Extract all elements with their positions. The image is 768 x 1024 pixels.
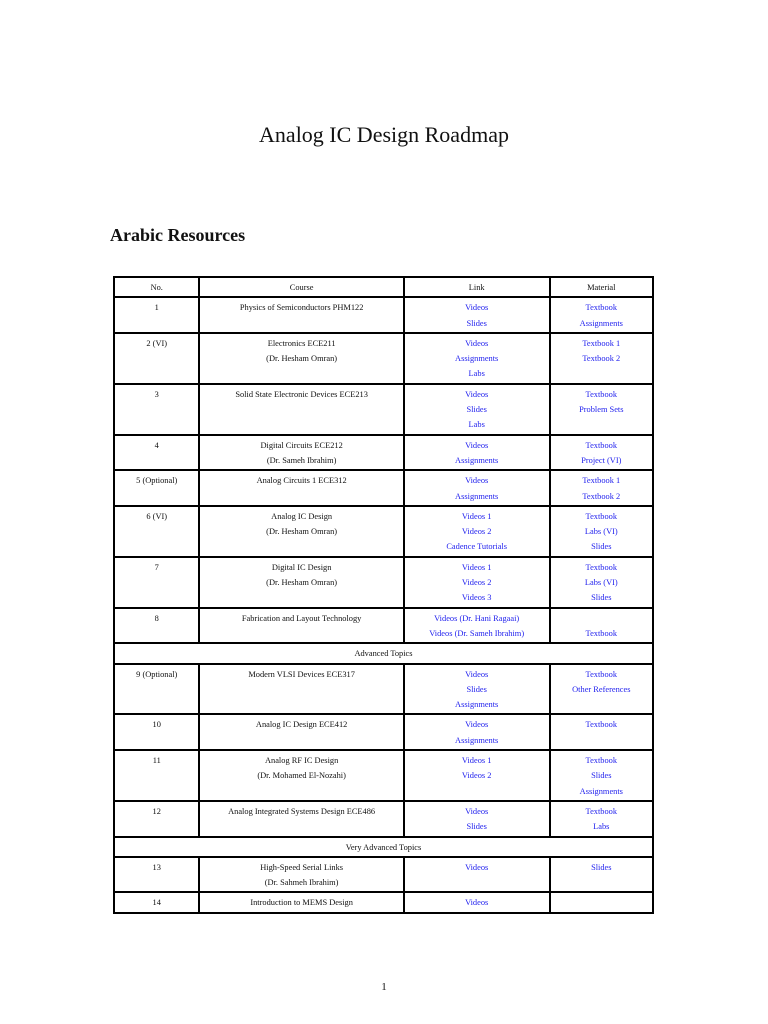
course-cell — [198, 556, 402, 607]
resource-link[interactable]: Videos 2 — [461, 578, 492, 588]
course-name: Analog IC Design — [271, 511, 333, 521]
material-link[interactable]: Textbook 1 — [582, 338, 621, 348]
course-cell — [198, 469, 402, 505]
resource-link[interactable]: Videos (Dr. Hani Ragaai) — [434, 613, 520, 623]
material-link[interactable]: Textbook — [585, 720, 618, 730]
material-link[interactable]: Problem Sets — [579, 405, 624, 415]
course-name: Fabrication and Layout Technology — [241, 613, 362, 623]
material-link[interactable]: Textbook — [585, 389, 618, 399]
header-course: Course — [198, 278, 402, 298]
row-number: 6 (VI) — [115, 505, 198, 556]
resource-link[interactable]: Videos — [465, 440, 489, 450]
row-number: 5 (Optional) — [115, 469, 198, 505]
course-cell — [198, 298, 402, 332]
resource-link[interactable]: Videos 1 — [461, 511, 492, 521]
resource-link[interactable]: Labs — [468, 420, 485, 430]
row-number: 13 — [115, 856, 198, 892]
course-cell — [198, 749, 402, 800]
resource-link[interactable]: Assignments — [455, 354, 499, 364]
link-cell — [403, 298, 549, 332]
material-link[interactable]: Textbook — [585, 669, 618, 679]
material-link[interactable]: Textbook — [585, 562, 618, 572]
resource-link[interactable]: Slides — [466, 684, 487, 694]
material-link[interactable]: Textbook — [585, 303, 618, 313]
material-cell — [549, 891, 652, 911]
link-cell — [403, 383, 549, 434]
link-cell — [403, 332, 549, 383]
course-name: Electronics ECE211 — [267, 338, 336, 348]
table-row — [115, 383, 652, 434]
resource-link[interactable]: Videos — [465, 303, 489, 313]
resource-link[interactable]: Slides — [466, 318, 487, 328]
row-number: 4 — [115, 434, 198, 470]
header-no: No. — [115, 278, 198, 298]
resource-link[interactable]: Videos — [465, 720, 489, 730]
link-cell — [403, 856, 549, 892]
material-cell — [549, 800, 652, 836]
resource-link[interactable]: Slides — [466, 405, 487, 415]
link-cell — [403, 800, 549, 836]
section-label: Advanced Topics — [115, 642, 652, 662]
course-instructor: (Dr. Mohamed El-Nozahi) — [257, 771, 346, 781]
course-name: Modern VLSI Devices ECE317 — [248, 669, 355, 679]
link-cell — [403, 434, 549, 470]
table-row — [115, 332, 652, 383]
material-cell — [549, 332, 652, 383]
table-row — [115, 663, 652, 714]
course-name: Digital IC Design — [271, 562, 332, 572]
table-row — [115, 800, 652, 836]
link-cell — [403, 505, 549, 556]
material-cell — [549, 749, 652, 800]
material-link[interactable]: Textbook 2 — [582, 491, 621, 501]
course-name: Analog Circuits 1 ECE312 — [256, 476, 347, 486]
row-number: 11 — [115, 749, 198, 800]
resource-link[interactable]: Videos 2 — [461, 527, 492, 537]
table-row — [115, 856, 652, 892]
section-row — [115, 836, 652, 856]
course-instructor: (Dr. Hesham Omran) — [266, 354, 338, 364]
section-heading: Arabic Resources — [110, 225, 246, 245]
header-material: Material — [549, 278, 652, 298]
material-cell — [549, 856, 652, 892]
course-cell — [198, 505, 402, 556]
course-instructor: (Dr. Sameh Ibrahim) — [266, 455, 337, 465]
link-cell — [403, 469, 549, 505]
course-cell — [198, 891, 402, 911]
link-cell — [403, 713, 549, 749]
material-link[interactable]: Slides — [591, 771, 612, 781]
course-cell — [198, 383, 402, 434]
material-link[interactable]: Project (VI) — [581, 455, 622, 465]
table-row — [115, 434, 652, 470]
course-cell — [198, 713, 402, 749]
resource-link[interactable]: Videos 2 — [461, 771, 492, 781]
course-instructor: (Dr. Hesham Omran) — [266, 578, 338, 588]
material-cell — [549, 469, 652, 505]
material-link[interactable]: Labs — [593, 822, 610, 832]
material-link[interactable]: Labs (VI) — [584, 578, 618, 588]
course-cell — [198, 332, 402, 383]
course-name: Digital Circuits ECE212 — [260, 440, 343, 450]
resource-link[interactable]: Videos — [465, 806, 489, 816]
material-spacer — [554, 611, 649, 626]
material-cell — [549, 663, 652, 714]
material-link[interactable]: Slides — [591, 862, 612, 872]
material-link[interactable]: Textbook — [585, 756, 618, 766]
table-row — [115, 556, 652, 607]
material-link[interactable]: Textbook 2 — [582, 354, 621, 364]
row-number: 2 (VI) — [115, 332, 198, 383]
material-link[interactable]: Other References — [572, 684, 631, 694]
course-cell — [198, 856, 402, 892]
resource-link[interactable]: Cadence Tutorials — [446, 542, 508, 552]
course-cell — [198, 607, 402, 643]
link-cell — [403, 607, 549, 643]
page-title: Analog IC Design Roadmap — [259, 122, 509, 147]
material-link[interactable]: Slides — [591, 593, 612, 603]
material-link[interactable]: Assignments — [579, 318, 623, 328]
resource-link[interactable]: Videos (Dr. Sameh Ibrahim) — [429, 628, 525, 638]
material-cell — [549, 434, 652, 470]
material-cell — [549, 556, 652, 607]
section-row — [115, 642, 652, 662]
resource-link[interactable]: Videos — [465, 476, 489, 486]
course-name: Analog IC Design ECE412 — [255, 720, 348, 730]
resource-link[interactable]: Slides — [466, 822, 487, 832]
page-number: 1 — [381, 981, 387, 993]
table-header-row — [115, 278, 652, 298]
link-cell — [403, 663, 549, 714]
table-row — [115, 749, 652, 800]
material-link[interactable]: Textbook — [585, 440, 618, 450]
material-link[interactable]: Textbook — [585, 806, 618, 816]
material-link[interactable]: Textbook — [585, 628, 618, 638]
row-number: 10 — [115, 713, 198, 749]
resource-link[interactable]: Labs — [468, 369, 485, 379]
resource-link[interactable]: Videos — [465, 862, 489, 872]
roadmap-table — [113, 276, 654, 914]
row-number: 3 — [115, 383, 198, 434]
table-row — [115, 505, 652, 556]
material-cell — [549, 607, 652, 643]
resource-link[interactable]: Assignments — [455, 491, 499, 501]
table-body — [115, 298, 652, 911]
course-name: Physics of Semiconductors PHM122 — [239, 303, 364, 313]
table-row — [115, 469, 652, 505]
material-cell — [549, 713, 652, 749]
material-link[interactable]: Textbook 1 — [582, 476, 621, 486]
link-cell — [403, 891, 549, 911]
resource-link[interactable]: Videos — [465, 338, 489, 348]
course-cell — [198, 663, 402, 714]
resource-link[interactable]: Assignments — [455, 735, 499, 745]
course-instructor: (Dr. Sahmeh Ibrahim) — [264, 878, 339, 888]
resource-link[interactable]: Videos 3 — [461, 593, 492, 603]
material-link[interactable]: Assignments — [579, 786, 623, 796]
table-row — [115, 298, 652, 332]
row-number: 7 — [115, 556, 198, 607]
material-cell — [549, 383, 652, 434]
material-cell — [549, 505, 652, 556]
material-cell — [549, 298, 652, 332]
course-name: High-Speed Serial Links — [260, 862, 344, 872]
resource-link[interactable]: Assignments — [455, 455, 499, 465]
material-link[interactable]: Slides — [591, 542, 612, 552]
resource-link[interactable]: Videos 1 — [461, 756, 492, 766]
row-number: 12 — [115, 800, 198, 836]
link-cell — [403, 556, 549, 607]
header-link: Link — [403, 278, 549, 298]
table-row — [115, 713, 652, 749]
course-name: Analog RF IC Design — [264, 756, 339, 766]
row-number: 14 — [115, 891, 198, 911]
course-name: Solid State Electronic Devices ECE213 — [235, 389, 368, 399]
course-name: Analog Integrated Systems Design ECE486 — [228, 806, 376, 816]
course-cell — [198, 434, 402, 470]
resource-link[interactable]: Videos 1 — [461, 562, 492, 572]
material-link[interactable]: Textbook — [585, 511, 618, 521]
course-instructor: (Dr. Hesham Omran) — [266, 527, 338, 537]
row-number: 8 — [115, 607, 198, 643]
resource-link[interactable]: Assignments — [455, 700, 499, 710]
table-row — [115, 891, 652, 911]
link-cell — [403, 749, 549, 800]
material-link[interactable]: Labs (VI) — [584, 527, 618, 537]
course-name: Introduction to MEMS Design — [250, 898, 353, 908]
resource-link[interactable]: Videos — [465, 389, 489, 399]
resource-link[interactable]: Videos — [465, 669, 489, 679]
table-row — [115, 607, 652, 643]
resource-link[interactable]: Videos — [465, 898, 489, 908]
row-number: 9 (Optional) — [115, 663, 198, 714]
section-label: Very Advanced Topics — [115, 836, 652, 856]
row-number: 1 — [154, 303, 159, 313]
course-cell — [198, 800, 402, 836]
